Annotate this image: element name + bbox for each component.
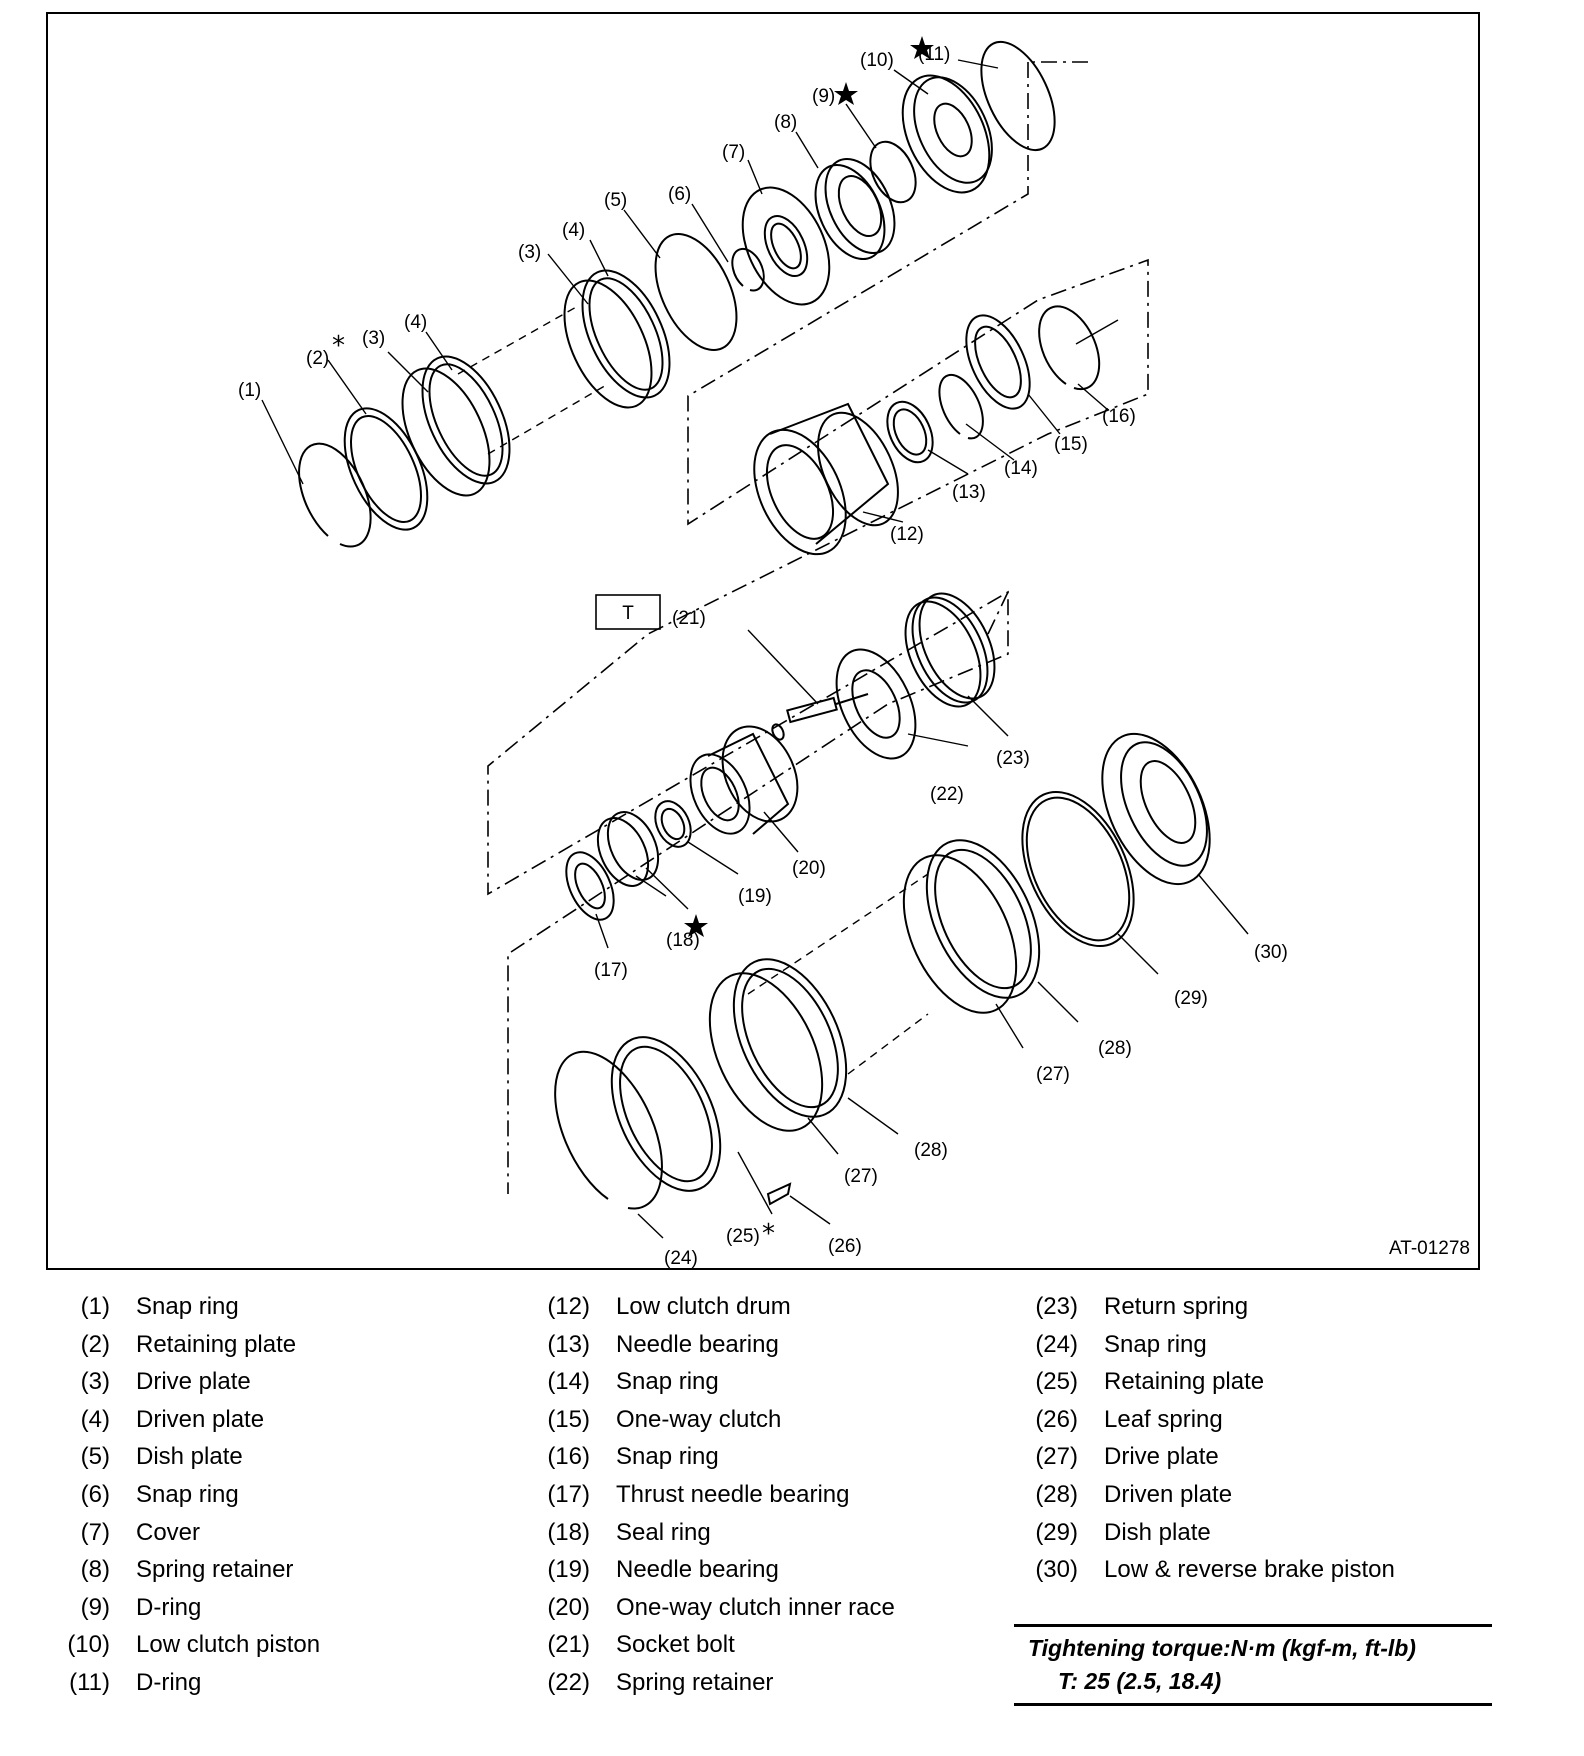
- legend-item: [520, 1664, 895, 1702]
- legend-name: Spring retainer: [616, 1668, 774, 1696]
- legend-column-3: [1008, 1288, 1395, 1589]
- legend-item: [1008, 1363, 1395, 1401]
- part-21-washer: [770, 723, 786, 742]
- callout-label: (5): [604, 190, 628, 211]
- legend-item: [520, 1363, 895, 1401]
- legend-item: [40, 1363, 320, 1401]
- legend-item: [40, 1551, 320, 1589]
- legend-item: [40, 1288, 320, 1326]
- legend-name: Cover: [136, 1518, 201, 1546]
- callout-label: (8): [774, 112, 798, 133]
- callout-label: (13): [952, 482, 986, 503]
- legend-column-2: [520, 1288, 895, 1702]
- legend-number: (20): [547, 1593, 590, 1621]
- legend-item: [40, 1514, 320, 1552]
- callout-label: (4): [404, 312, 428, 333]
- callout-label: (18): [666, 930, 700, 951]
- legend-item: [1008, 1514, 1395, 1552]
- part-5-dish-plate: [639, 221, 753, 362]
- callout-label: (16): [1102, 406, 1136, 427]
- callout-label: (9): [812, 86, 836, 107]
- legend-number: (25): [1035, 1368, 1078, 1396]
- callout-label: (7): [722, 142, 746, 163]
- callout-label: (27): [844, 1166, 878, 1187]
- legend-name: Snap ring: [616, 1368, 719, 1396]
- legend-number: (8): [80, 1556, 110, 1584]
- legend-name: D-ring: [136, 1668, 202, 1696]
- legend-item: [1008, 1476, 1395, 1514]
- callout-label: (24): [664, 1248, 698, 1268]
- callout-label: (14): [1004, 458, 1038, 479]
- part-16-snap-ring: [1039, 306, 1099, 389]
- legend-name: Thrust needle bearing: [616, 1480, 850, 1508]
- legend-name: Snap ring: [136, 1480, 239, 1508]
- part-14-snap-ring: [939, 375, 982, 438]
- legend-name: One-way clutch: [616, 1405, 782, 1433]
- legend-name: Low & reverse brake piston: [1104, 1556, 1395, 1584]
- callout-label: (1): [238, 380, 262, 401]
- legend-number: (14): [547, 1368, 590, 1396]
- legend-name: Dish plate: [136, 1443, 243, 1471]
- legend-number: (16): [547, 1443, 590, 1471]
- callout-label: (28): [914, 1140, 948, 1161]
- legend-item: [520, 1626, 895, 1664]
- callout-label: (17): [594, 960, 628, 981]
- legend-number: (6): [80, 1480, 110, 1508]
- legend-number: (2): [80, 1330, 110, 1358]
- callout-label: (15): [1054, 434, 1088, 455]
- part-7-cover: [725, 174, 846, 319]
- legend-name: Spring retainer: [136, 1556, 294, 1584]
- part-30-brake-piston: [1081, 717, 1232, 901]
- legend-item: [520, 1438, 895, 1476]
- legend-number: (17): [547, 1480, 590, 1508]
- legend-item: [520, 1401, 895, 1439]
- legend-name: One-way clutch inner race: [616, 1593, 895, 1621]
- legend-number: (15): [547, 1405, 590, 1433]
- legend-name: Retaining plate: [1104, 1368, 1265, 1396]
- callout-label: (19): [738, 886, 772, 907]
- legend-number: (4): [80, 1405, 110, 1433]
- legend-number: (26): [1035, 1405, 1078, 1433]
- callout-label: (25): [726, 1226, 760, 1247]
- legend-item: [40, 1438, 320, 1476]
- legend-number: (10): [67, 1631, 110, 1659]
- callout-label: (26): [828, 1236, 862, 1257]
- legend-number: (11): [69, 1668, 110, 1696]
- legend-number: (19): [547, 1556, 590, 1584]
- callout-label: (4): [562, 220, 586, 241]
- legend-name: Low clutch drum: [616, 1293, 791, 1320]
- legend-number: (18): [547, 1518, 590, 1546]
- part-3-4-plates-upper: [547, 257, 688, 421]
- legend-number: (24): [1035, 1330, 1078, 1358]
- legend-number: (30): [1035, 1556, 1078, 1584]
- legend-item: [520, 1476, 895, 1514]
- legend-number: (7): [80, 1518, 110, 1546]
- legend-item: [40, 1626, 320, 1664]
- part-15-one-way-clutch: [953, 306, 1042, 419]
- callout-label: (22): [930, 784, 964, 805]
- diagram-drawing: [48, 14, 1478, 1268]
- legend-number: (28): [1035, 1480, 1078, 1508]
- asterisk-icon: *: [332, 331, 345, 361]
- callout-label: (21): [672, 608, 706, 629]
- callout-label: (23): [996, 748, 1030, 769]
- legend-number: (29): [1035, 1518, 1078, 1546]
- callout-label: (30): [1254, 942, 1288, 963]
- legend-item: [40, 1589, 320, 1627]
- part-25-retaining-plate: [590, 1020, 743, 1208]
- legend-name: Drive plate: [1104, 1443, 1219, 1471]
- callout-label: (11): [918, 44, 951, 65]
- legend-item: [1008, 1326, 1395, 1364]
- legend-name: Retaining plate: [136, 1330, 297, 1358]
- legend-name: Socket bolt: [616, 1631, 735, 1659]
- legend-name: Low clutch piston: [136, 1631, 321, 1659]
- legend-number: (21): [547, 1631, 590, 1659]
- group-boundary-lines: [488, 62, 1148, 1194]
- legend-name: Snap ring: [616, 1443, 719, 1471]
- legend-name: Needle bearing: [616, 1330, 779, 1358]
- legend-item: [520, 1551, 895, 1589]
- leader-lines: [262, 60, 1248, 1238]
- part-24-snap-ring: [555, 1052, 662, 1209]
- callout-label: (2): [306, 348, 330, 369]
- legend-name: Return spring: [1104, 1293, 1249, 1320]
- torque-value: T: 25 (2.5, 18.4): [1058, 1668, 1222, 1694]
- callout-label: (3): [362, 328, 386, 349]
- part-27-28-plates-lower: [687, 942, 869, 1149]
- legend-item: [1008, 1288, 1395, 1326]
- legend-name: Driven plate: [136, 1405, 265, 1433]
- legend-name: Drive plate: [136, 1368, 251, 1396]
- legend-name: Snap ring: [1104, 1330, 1207, 1358]
- symbol-marks: [332, 36, 934, 1249]
- legend-number: (5): [80, 1443, 110, 1471]
- legend-item: [40, 1664, 320, 1702]
- star-icon: [834, 82, 858, 105]
- figure-code: AT-01278: [1389, 1238, 1470, 1259]
- part-27-28-plates-upper: [881, 823, 1062, 1031]
- part-11-d-ring: [966, 31, 1069, 161]
- part-1-snap-ring: [299, 444, 371, 547]
- legend-item: [1008, 1551, 1395, 1589]
- part-13-needle-bearing: [878, 395, 941, 470]
- callout-label: (29): [1174, 988, 1208, 1009]
- legend-number: (9): [80, 1593, 110, 1621]
- torque-spec-box: [1014, 1624, 1492, 1706]
- legend-name: Dish plate: [1104, 1518, 1211, 1546]
- callout-label: (27): [1036, 1064, 1070, 1085]
- part-29-dish-plate: [1000, 774, 1156, 963]
- torque-marker-label: T: [622, 603, 634, 624]
- callout-label: (3): [518, 242, 542, 263]
- callout-label: (6): [668, 184, 692, 205]
- callout-label: (12): [890, 524, 924, 545]
- legend-name: Seal ring: [616, 1518, 711, 1546]
- legend-name: Needle bearing: [616, 1556, 779, 1584]
- legend-item: [40, 1476, 320, 1514]
- legend-item: [520, 1589, 895, 1627]
- part-10-low-clutch-piston: [885, 62, 1007, 207]
- legend-number: (12): [547, 1293, 590, 1320]
- legend-column-1: [40, 1288, 320, 1702]
- legend-number: (1): [80, 1293, 110, 1320]
- legend-number: (27): [1035, 1443, 1078, 1471]
- exploded-diagram: [46, 12, 1480, 1270]
- part-26-leaf-spring: [768, 1184, 790, 1204]
- legend-number: (23): [1035, 1293, 1078, 1320]
- part-9-d-ring: [861, 135, 924, 210]
- asterisk-icon: *: [762, 1219, 775, 1249]
- callout-label: (28): [1098, 1038, 1132, 1059]
- legend-number: (3): [80, 1368, 110, 1396]
- legend-item: [40, 1326, 320, 1364]
- callout-label: (20): [792, 858, 826, 879]
- legend-number: (22): [547, 1668, 590, 1696]
- legend-item: [1008, 1438, 1395, 1476]
- legend-item: [1008, 1401, 1395, 1439]
- legend-number: (13): [547, 1330, 590, 1358]
- legend-name: D-ring: [136, 1593, 202, 1621]
- legend-item: [520, 1326, 895, 1364]
- callout-label: (10): [860, 50, 894, 71]
- legend-item: [40, 1401, 320, 1439]
- torque-title: Tightening torque:N·m (kgf-m, ft-lb): [1028, 1635, 1416, 1661]
- legend-item: [520, 1514, 895, 1552]
- part-20-inner-race: [679, 714, 812, 843]
- legend-name: Leaf spring: [1104, 1405, 1223, 1433]
- part-3-4-plates: [385, 343, 528, 509]
- legend-name: Snap ring: [136, 1293, 239, 1320]
- legend-name: Driven plate: [1104, 1480, 1233, 1508]
- legend-item: [520, 1288, 895, 1326]
